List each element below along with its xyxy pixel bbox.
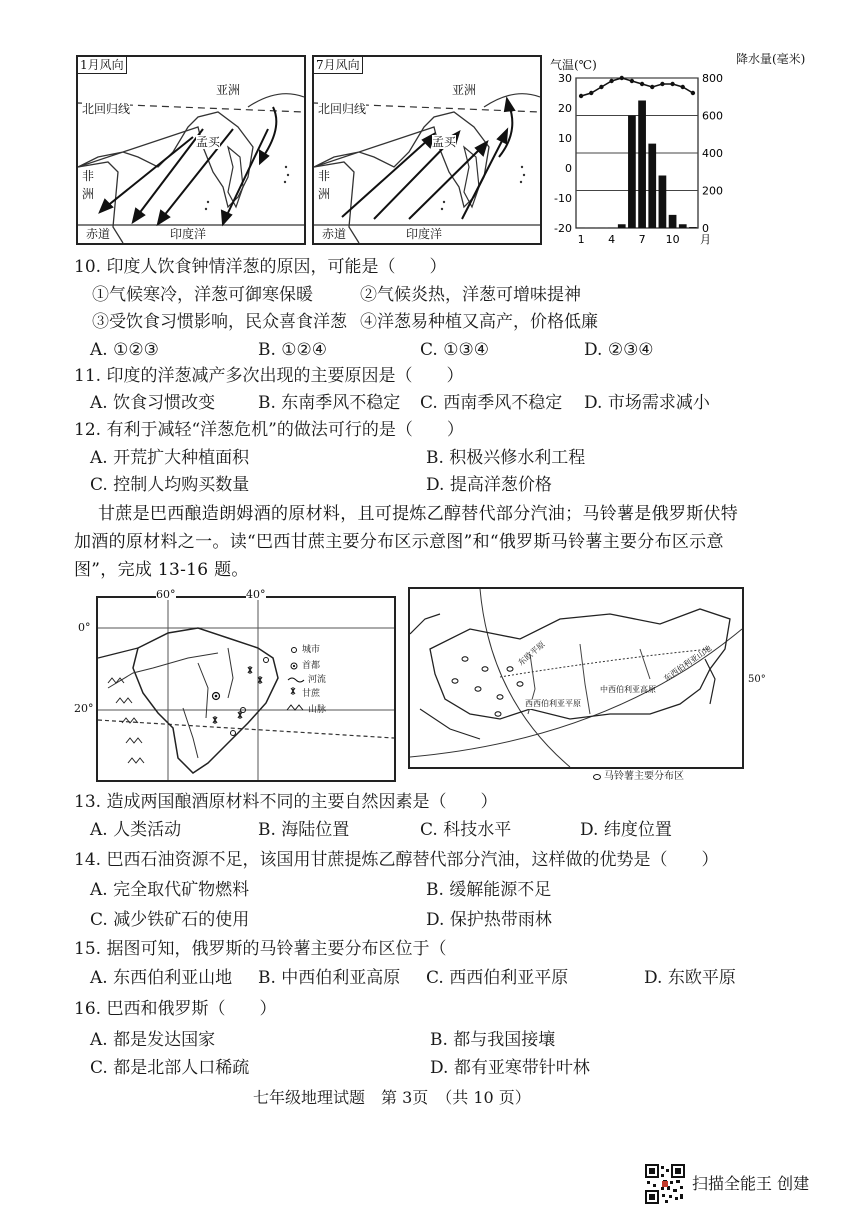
temp-tick-label: 10 xyxy=(558,132,572,145)
potato-area-legend-icon xyxy=(592,772,602,782)
q15-option-b: B. 中西伯利亚高原 xyxy=(258,968,401,988)
temperature-point xyxy=(599,85,603,89)
temperature-point xyxy=(681,85,685,89)
q12-option-a: A. 开荒扩大种植面积 xyxy=(90,448,250,468)
q10-statement-4: ④洋葱易种植又高产，价格低廉 xyxy=(360,312,598,332)
july-map-asia-label: 亚洲 xyxy=(452,83,477,97)
january-map-asia-label: 亚洲 xyxy=(216,83,241,97)
q12-stem: 12. 有利于减轻“洋葱危机”的做法可行的是（ ） xyxy=(74,420,464,440)
january-map-africa-label-2: 洲 xyxy=(82,187,95,201)
january-map-tropic-label: 北回归线 xyxy=(82,102,131,116)
russia-west-siberian-plain-label: 西西伯利亚平原 xyxy=(525,699,581,708)
temperature-point xyxy=(640,82,644,86)
page-footer: 七年级地理试题 第 3页 （共 10 页） xyxy=(253,1088,531,1107)
q15-option-c: C. 西西伯利亚平原 xyxy=(426,968,569,988)
q16-option-d: D. 都有亚寒带针叶林 xyxy=(430,1058,590,1078)
passage-line-2: 加酒的原材料之一。读“巴西甘蔗主要分布区示意图”和“俄罗斯马铃薯主要分布区示意 xyxy=(74,532,724,552)
q11-option-d: D. 市场需求减小 xyxy=(584,393,710,413)
july-map-title: 7月风向 xyxy=(314,57,363,74)
july-map-equator-label: 赤道 xyxy=(322,227,347,241)
january-map-equator-label: 赤道 xyxy=(86,227,111,241)
temperature-line xyxy=(581,78,693,96)
temp-tick-label: 20 xyxy=(558,102,572,115)
temperature-point xyxy=(670,82,674,86)
july-wind-map xyxy=(312,55,542,245)
q11-option-b: B. 东南季风不稳定 xyxy=(258,393,401,413)
temp-tick-label: 0 xyxy=(565,162,572,175)
q16-stem: 16. 巴西和俄罗斯（ ） xyxy=(74,999,277,1019)
precip-tick-label: 200 xyxy=(702,184,723,198)
temp-tick-label: -10 xyxy=(554,192,572,205)
january-wind-map-drawing xyxy=(78,57,304,243)
russia-central-siberian-plateau-label: 中西伯利亚高原 xyxy=(600,685,656,694)
month-tick-label: 7 xyxy=(638,233,646,246)
brazil-lon-60-label: 60° xyxy=(156,588,176,601)
q15-option-a: A. 东西伯利亚山地 xyxy=(90,968,233,988)
q14-stem: 14. 巴西石油资源不足，该国用甘蔗提炼乙醇替代部分汽油，这样做的优势是（ ） xyxy=(74,850,719,870)
q12-option-c: C. 控制人均购买数量 xyxy=(90,475,250,495)
july-map-africa-label-2: 洲 xyxy=(318,187,331,201)
q14-option-a: A. 完全取代矿物燃料 xyxy=(90,880,250,900)
brazil-legend-river: 河流 xyxy=(308,675,327,685)
january-map-ocean-label: 印度洋 xyxy=(170,227,207,241)
q12-option-b: B. 积极兴修水利工程 xyxy=(426,448,586,468)
temp-tick-label: -20 xyxy=(554,222,572,235)
precip-bar xyxy=(618,224,626,228)
q11-stem: 11. 印度的洋葱减产多次出现的主要原因是（ ） xyxy=(74,366,464,386)
precip-bar xyxy=(628,116,636,229)
q16-option-b: B. 都与我国接壤 xyxy=(430,1030,556,1050)
precip-tick-label: 400 xyxy=(702,147,723,160)
q14-option-d: D. 保护热带雨林 xyxy=(426,910,552,930)
q10-stem: 10. 印度人饮食钟情洋葱的原因，可能是（ ） xyxy=(74,257,447,277)
month-tick-label: 1 xyxy=(577,233,585,246)
month-tick-label: 10 xyxy=(665,233,680,246)
russia-east-siberian-mountain-label: 东西伯利亚山地 xyxy=(662,643,714,684)
brazil-legend-sugarcane: 甘蔗 xyxy=(302,689,321,699)
temperature-point xyxy=(620,76,624,80)
russia-lat-50-label: 50° xyxy=(748,674,766,685)
q10-statement-2: ②气候炎热，洋葱可增味提神 xyxy=(360,285,581,305)
temperature-point xyxy=(589,91,593,95)
january-wind-map xyxy=(76,55,306,245)
q10-option-a: A. ①②③ xyxy=(90,340,159,360)
precip-bar xyxy=(669,215,677,228)
temperature-point xyxy=(650,85,654,89)
q12-option-d: D. 提高洋葱价格 xyxy=(426,475,552,495)
q11-option-a: A. 饮食习惯改变 xyxy=(90,393,216,413)
precip-bar xyxy=(638,101,646,229)
brazil-sugarcane-map xyxy=(74,588,396,782)
q15-stem: 15. 据图可知，俄罗斯的马铃薯主要分布区位于（ xyxy=(74,939,447,959)
q13-option-d: D. 纬度位置 xyxy=(580,820,672,840)
q10-statement-3: ③受饮食习惯影响，民众喜食洋葱 xyxy=(92,312,347,332)
q13-option-a: A. 人类活动 xyxy=(90,820,182,840)
climate-chart xyxy=(548,50,838,250)
brazil-legend-mountain: 山脉 xyxy=(308,705,327,715)
precipitation-axis-label: 降水量(毫米) xyxy=(736,52,806,66)
brazil-lat-20-label: 20° xyxy=(74,702,94,715)
precip-tick-label: 0 xyxy=(702,222,709,235)
brazil-legend-city: 城市 xyxy=(302,645,321,655)
brazil-lat-0-label: 0° xyxy=(78,621,91,634)
temperature-point xyxy=(691,91,695,95)
july-map-tropic-label: 北回归线 xyxy=(318,102,367,116)
january-map-city-label: 孟买 xyxy=(196,135,221,149)
july-wind-map-drawing xyxy=(314,57,540,243)
precip-bar xyxy=(648,144,656,228)
precip-tick-label: 600 xyxy=(702,109,723,123)
precip-bar xyxy=(659,176,667,229)
precip-bar xyxy=(679,224,687,228)
temperature-point xyxy=(609,79,613,83)
russia-east-european-plain-label: 东欧平原 xyxy=(516,639,547,668)
q10-option-b: B. ①②④ xyxy=(258,340,328,360)
q10-statement-1: ①气候寒冷，洋葱可御寒保暖 xyxy=(92,285,313,305)
q10-option-c: C. ①③④ xyxy=(420,340,489,360)
qr-code-icon xyxy=(645,1164,685,1204)
q14-option-b: B. 缓解能源不足 xyxy=(426,880,552,900)
russia-legend-label: 马铃薯主要分布区 xyxy=(604,771,684,782)
temperature-axis-label: 气温(℃) xyxy=(550,58,597,72)
january-map-africa-label-1: 非 xyxy=(82,169,95,183)
july-map-city-label: 孟买 xyxy=(432,135,457,149)
passage-line-1: 甘蔗是巴西酿造朗姆酒的原材料，且可提炼乙醇替代部分汽油；马铃薯是俄罗斯伏特 xyxy=(98,504,739,524)
q10-option-d: D. ②③④ xyxy=(584,340,654,360)
temp-tick-label: 30 xyxy=(558,72,572,85)
month-unit-label: 月 xyxy=(700,233,711,246)
january-map-title: 1月风向 xyxy=(78,57,127,74)
brazil-lon-40-label: 40° xyxy=(246,588,266,601)
july-map-ocean-label: 印度洋 xyxy=(406,227,443,241)
brazil-map-drawing xyxy=(98,598,394,780)
q15-option-d: D. 东欧平原 xyxy=(644,968,736,988)
q13-option-b: B. 海陆位置 xyxy=(258,820,350,840)
climate-chart-svg xyxy=(548,50,838,250)
scanner-brand-label: 扫描全能王 创建 xyxy=(692,1174,810,1193)
q13-option-c: C. 科技水平 xyxy=(420,820,512,840)
brazil-legend-capital: 首都 xyxy=(302,661,321,671)
q14-option-c: C. 减少铁矿石的使用 xyxy=(90,910,250,930)
q16-option-a: A. 都是发达国家 xyxy=(90,1030,216,1050)
q13-stem: 13. 造成两国酿酒原材料不同的主要自然因素是（ ） xyxy=(74,792,498,812)
russia-potato-map xyxy=(408,587,766,769)
temperature-point xyxy=(579,94,583,98)
reading-passage xyxy=(74,500,774,584)
temperature-point xyxy=(630,79,634,83)
q16-option-c: C. 都是北部人口稀疏 xyxy=(90,1058,250,1078)
july-map-africa-label-1: 非 xyxy=(318,169,331,183)
precip-bar xyxy=(689,227,697,228)
temperature-point xyxy=(660,82,664,86)
precip-tick-label: 800 xyxy=(702,72,723,85)
russia-map-drawing xyxy=(410,589,742,767)
qr-code-graphic xyxy=(645,1164,685,1204)
passage-line-3: 图”，完成 13-16 题。 xyxy=(74,560,249,580)
month-tick-label: 4 xyxy=(608,233,616,246)
q11-option-c: C. 西南季风不稳定 xyxy=(420,393,563,413)
